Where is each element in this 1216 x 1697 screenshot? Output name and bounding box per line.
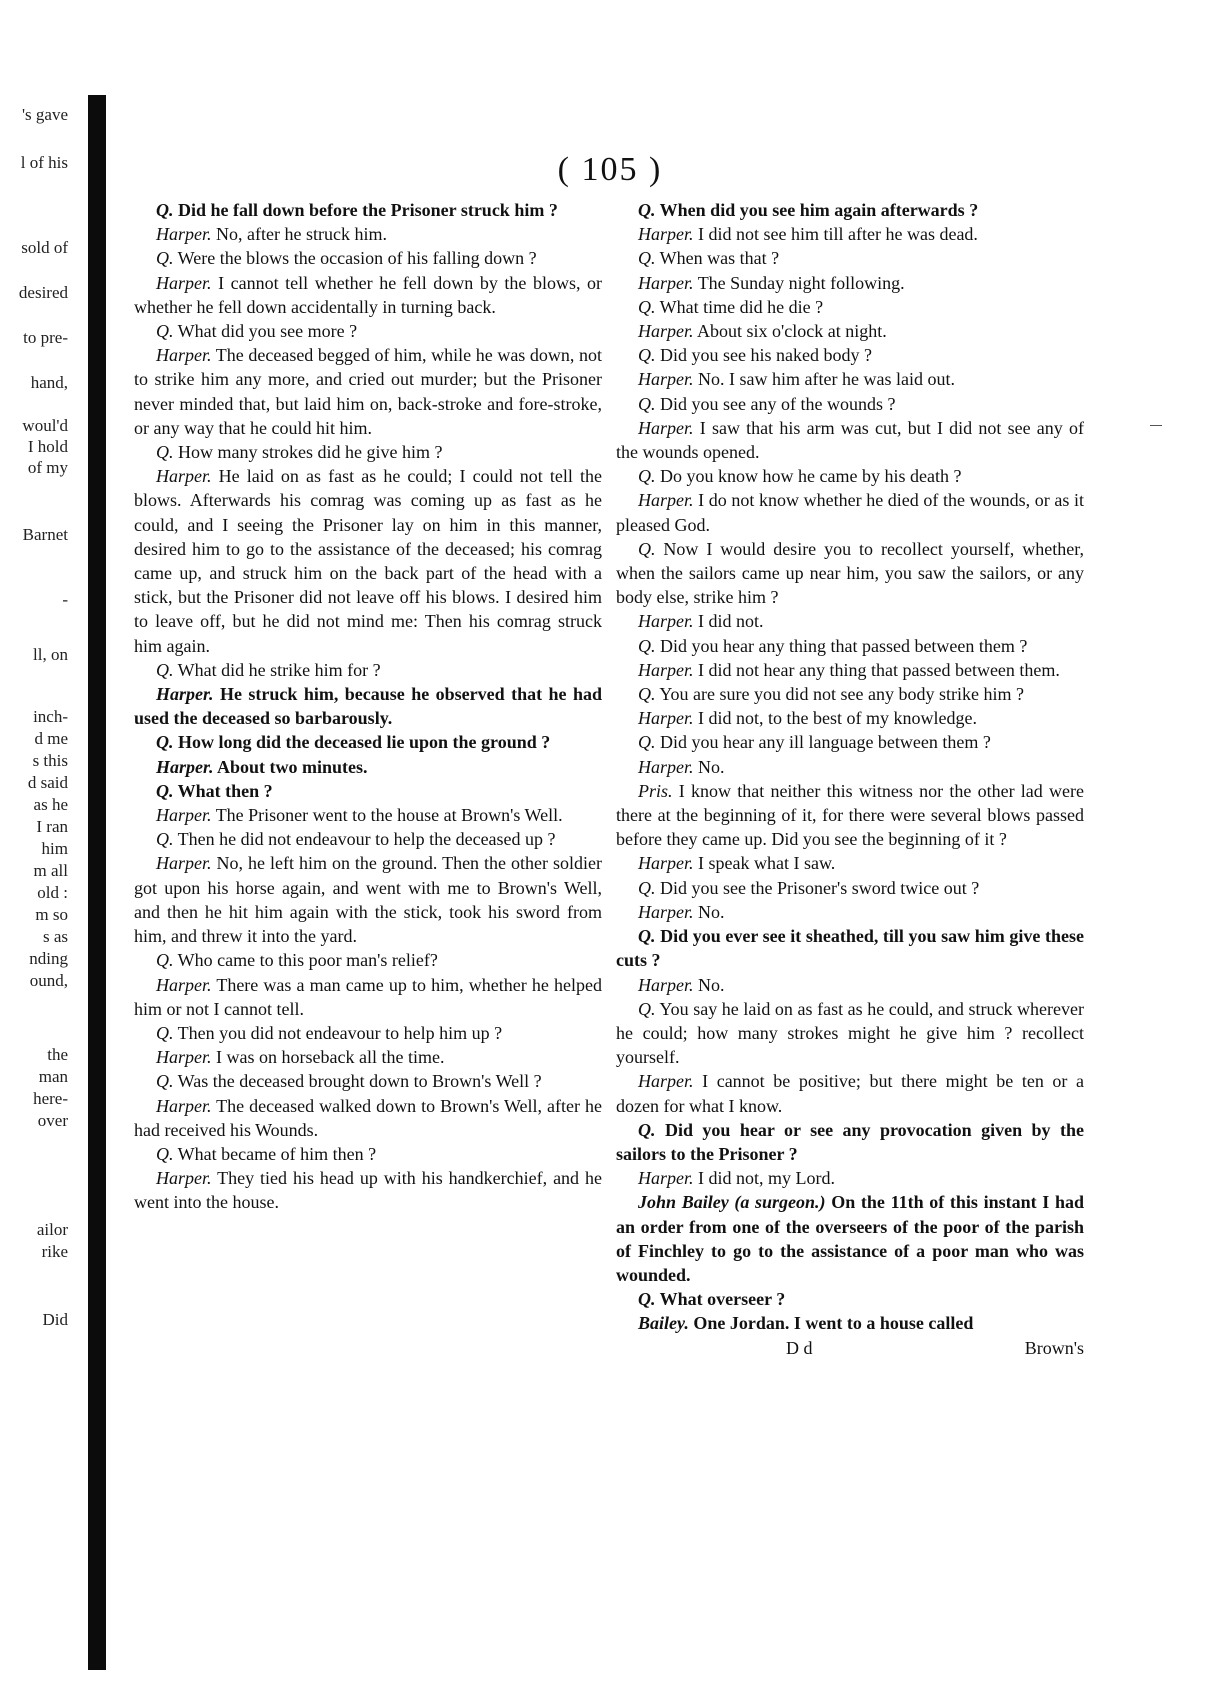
speaker-label: Q. (156, 659, 174, 680)
paragraph-text: No, he left him on the ground. Then the other soldier got upon his horse again, and went with me to Brown's Well, and then he hit him again with the stick, took his sword from him, and threw it into the yard. (134, 853, 602, 947)
dialogue-paragraph (134, 803, 602, 827)
speaker-label: Harper. (638, 272, 694, 293)
paragraph-text: What overseer ? (655, 1289, 786, 1310)
bleed-fragment: the (47, 1045, 68, 1064)
dialogue-paragraph (134, 827, 602, 851)
speaker-label: Q. (638, 926, 656, 947)
paragraph-text: Did you hear or see any provocation given by the sailors to the Prisoner ? (616, 1119, 1084, 1164)
speaker-label: Harper. (156, 224, 212, 245)
dialogue-paragraph (134, 246, 602, 270)
dialogue-paragraph (616, 343, 1084, 367)
speaker-label: Harper. (638, 901, 694, 922)
speaker-label: Q. (638, 998, 656, 1019)
right-column (616, 198, 1084, 1360)
dialogue-paragraph (616, 706, 1084, 730)
dialogue-paragraph (134, 222, 602, 246)
paragraph-text: When did you see him again afterwards ? (655, 200, 979, 220)
speaker-label: Harper. (638, 974, 694, 995)
speaker-label: Harper. (638, 224, 694, 245)
speaker-label: Q. (156, 732, 174, 753)
paragraph-text: Did you see any of the wounds ? (655, 393, 896, 414)
paragraph-text: I saw that his arm was cut, but I did not see any of the wounds opened. (616, 417, 1084, 463)
paragraph-text: I speak what I saw. (693, 853, 836, 874)
dialogue-paragraph (616, 779, 1084, 852)
dialogue-paragraph (616, 658, 1084, 682)
bleed-fragment: him (41, 839, 68, 858)
margin-dash (1150, 425, 1162, 426)
paragraph-text: I do not know whether he died of the wounds, or as it pleased God. (616, 490, 1084, 535)
bleed-fragment: s this (32, 751, 68, 770)
bleed-fragment: sold of (21, 238, 68, 257)
bleed-fragment: rike (41, 1242, 68, 1261)
dialogue-paragraph (134, 343, 602, 440)
paragraph-text: Did you see the Prisoner's sword twice out ? (655, 877, 980, 898)
speaker-label: Pris. (638, 780, 673, 801)
bleed-fragment: d said (27, 773, 68, 792)
bleed-fragment: to pre- (23, 328, 68, 347)
dialogue-paragraph (616, 1311, 1084, 1335)
dialogue-paragraph (616, 973, 1084, 997)
bleed-fragment: - (62, 590, 68, 609)
dialogue-paragraph (616, 924, 1084, 972)
paragraph-text: About two minutes. (213, 756, 368, 777)
paragraph-text: About six o'clock at night. (693, 321, 887, 342)
paragraph-text: No. (693, 901, 725, 922)
dialogue-paragraph (616, 416, 1084, 464)
paragraph-text: What did you see more ? (173, 321, 358, 342)
left-column (134, 198, 602, 1215)
dialogue-paragraph (134, 1142, 602, 1166)
paragraph-text: I know that neither this witness nor the other lad were there at the beginning of it, for there were several blows passed before they came up. Did you see the beginning of it ? (616, 780, 1084, 850)
speaker-label: John Bailey (a surgeon.) (638, 1192, 826, 1213)
speaker-label: Q. (156, 1022, 174, 1043)
speaker-label: Harper. (156, 974, 212, 995)
paragraph-text: How long did the deceased lie upon the ground ? (173, 732, 551, 753)
dialogue-paragraph (134, 658, 602, 682)
dialogue-paragraph (616, 271, 1084, 295)
dialogue-paragraph (134, 851, 602, 948)
paragraph-text: There was a man came up to him, whether he helped him or not I cannot tell. (134, 974, 602, 1019)
dialogue-paragraph (616, 682, 1084, 706)
speaker-label: Q. (638, 296, 656, 317)
speaker-label: Q. (156, 1071, 174, 1092)
speaker-label: Q. (156, 829, 174, 850)
speaker-label: Q. (638, 684, 656, 705)
dialogue-paragraph (134, 1021, 602, 1045)
bleed-fragment: inch- (33, 707, 68, 726)
paragraph-text: Did you hear any thing that passed between them ? (655, 635, 1028, 656)
paragraph-text: I was on horseback all the time. (211, 1047, 445, 1068)
dialogue-paragraph (616, 222, 1084, 246)
paragraph-text: I did not hear any thing that passed between them. (693, 659, 1060, 680)
paragraph-text: Then he did not endeavour to help the deceased up ? (173, 829, 556, 850)
paragraph-text: The Prisoner went to the house at Brown's Well. (211, 805, 563, 826)
signature-mark: D d (786, 1337, 813, 1358)
paragraph-text: Who came to this poor man's relief? (173, 950, 438, 971)
paragraph-text: The Sunday night following. (693, 272, 905, 293)
dialogue-paragraph (134, 948, 602, 972)
paragraph-text: You are sure you did not see any body strike him ? (655, 684, 1024, 705)
paragraph-text: I did not. (693, 611, 764, 632)
paragraph-text: On the 11th of this instant I had an order from one of the overseers of the poor of the parish of Finchley to go to the assistance of a poor man who was wounded. (616, 1192, 1084, 1285)
speaker-label: Harper. (638, 1168, 694, 1189)
dialogue-paragraph (616, 198, 1084, 222)
dialogue-paragraph (134, 755, 602, 779)
dialogue-paragraph (616, 1118, 1084, 1166)
signature-line (616, 1336, 1084, 1360)
catchword: Brown's (1024, 1337, 1084, 1358)
dialogue-paragraph (134, 271, 602, 319)
paragraph-text: How many strokes did he give him ? (173, 442, 443, 463)
speaker-label: Q. (638, 393, 656, 414)
speaker-label: Q. (638, 345, 656, 366)
speaker-label: Harper. (638, 1071, 694, 1092)
speaker-label: Q. (638, 732, 656, 753)
speaker-label: Q. (638, 1119, 656, 1140)
paragraph-text: Was the deceased brought down to Brown's Well ? (173, 1071, 542, 1092)
bleed-fragment: l of his (20, 153, 68, 172)
bleed-fragment: d me (34, 729, 68, 748)
speaker-label: Q. (156, 321, 174, 342)
speaker-label: Harper. (156, 756, 214, 777)
bleed-fragment: desired (18, 283, 68, 302)
bleed-fragment: m all (33, 861, 68, 880)
speaker-label: Harper. (638, 756, 694, 777)
bleed-fragment: nding (29, 949, 68, 968)
speaker-label: Harper. (638, 659, 694, 680)
dialogue-paragraph (616, 755, 1084, 779)
bleed-fragment: I hold (27, 437, 68, 456)
speaker-label: Q. (638, 538, 656, 559)
speaker-label: Harper. (156, 345, 212, 366)
dialogue-paragraph (616, 246, 1084, 270)
speaker-label: Q. (638, 635, 656, 656)
speaker-label: Harper. (156, 272, 212, 293)
dialogue-paragraph (134, 1094, 602, 1142)
speaker-label: Harper. (156, 1095, 212, 1116)
paragraph-text: What time did he die ? (655, 296, 824, 317)
bleed-fragment: ll, on (33, 645, 68, 664)
dialogue-paragraph (616, 537, 1084, 610)
bleed-fragment: hand, (30, 373, 68, 392)
dialogue-paragraph (616, 1166, 1084, 1190)
bleed-fragment: man (38, 1067, 68, 1086)
bleed-fragment: s as (42, 927, 68, 946)
dialogue-paragraph (134, 1166, 602, 1214)
speaker-label: Q. (156, 200, 174, 220)
bleed-fragment: 's gave (21, 105, 68, 124)
bleed-fragment: m so (35, 905, 68, 924)
paragraph-text: Now I would desire you to recollect yourself, whether, when the sailors came up near him, you saw the sailors, or any body else, strike him ? (616, 538, 1084, 608)
paragraph-text: Were the blows the occasion of his falling down ? (173, 248, 537, 269)
dialogue-paragraph (134, 198, 602, 222)
speaker-label: Harper. (638, 853, 694, 874)
paragraph-text: I cannot be positive; but there might be ten or a dozen for what I know. (616, 1071, 1084, 1116)
dialogue-paragraph (616, 900, 1084, 924)
paragraph-text: Did he fall down before the Prisoner struck him ? (173, 200, 558, 220)
speaker-label: Bailey. (638, 1313, 689, 1334)
speaker-label: Harper. (156, 805, 212, 826)
dialogue-paragraph (134, 464, 602, 658)
binding-shadow (88, 95, 106, 1670)
paragraph-text: I did not see him till after he was dead. (693, 224, 978, 245)
speaker-label: Q. (638, 466, 656, 487)
dialogue-paragraph (134, 682, 602, 730)
paragraph-text: Did you hear any ill language between them ? (655, 732, 991, 753)
speaker-label: Q. (638, 248, 656, 269)
bleed-fragment: old : (37, 883, 68, 902)
speaker-label: Harper. (156, 1047, 212, 1068)
bleed-fragment: Barnet (22, 525, 68, 544)
dialogue-paragraph (616, 609, 1084, 633)
dialogue-paragraph (616, 876, 1084, 900)
dialogue-paragraph (616, 464, 1084, 488)
dialogue-paragraph (616, 319, 1084, 343)
paragraph-text: Do you know how he came by his death ? (655, 466, 962, 487)
dialogue-paragraph (616, 488, 1084, 536)
speaker-label: Q. (156, 950, 174, 971)
paragraph-text: He laid on as fast as he could; I could not tell the blows. Afterwards his comrag was coming up as fast as he could, and I seeing the Prisoner lay on him in this manner, desired him to go to the assistance of the deceased; his comrag came up, and struck him on the back part of the head with a stick, but the Prisoner did not leave off his blows. I desired him to leave off, but he did not mind me: Then his comrag struck him again. (134, 466, 602, 656)
speaker-label: Q. (638, 877, 656, 898)
dialogue-paragraph (616, 730, 1084, 754)
bleed-fragment: of my (27, 458, 68, 477)
speaker-label: Harper. (156, 1168, 212, 1189)
speaker-label: Harper. (638, 611, 694, 632)
dialogue-paragraph (134, 730, 602, 754)
speaker-label: Q. (156, 442, 174, 463)
paragraph-text: I did not, to the best of my knowledge. (693, 708, 977, 729)
speaker-label: Q. (156, 1143, 174, 1164)
speaker-label: Harper. (638, 369, 694, 390)
paragraph-text: I cannot tell whether he fell down by the blows, or whether he fell down accidentally in turning back. (134, 272, 602, 317)
paragraph-text: When was that ? (655, 248, 780, 269)
dialogue-paragraph (616, 295, 1084, 319)
paragraph-text: What then ? (173, 780, 273, 801)
dialogue-paragraph (616, 367, 1084, 391)
dialogue-paragraph (134, 319, 602, 343)
speaker-label: Q. (638, 200, 656, 220)
dialogue-paragraph (134, 1045, 602, 1069)
speaker-label: Q. (638, 1289, 656, 1310)
paragraph-text: No, after he struck him. (211, 224, 387, 245)
bleed-fragment: over (37, 1111, 68, 1130)
page-number: ( 105 ) (557, 151, 663, 188)
bleed-fragment: as he (33, 795, 68, 814)
speaker-label: Q. (156, 780, 174, 801)
paragraph-text: Did you see his naked body ? (655, 345, 872, 366)
dialogue-paragraph (134, 973, 602, 1021)
dialogue-paragraph (616, 851, 1084, 875)
speaker-label: Harper. (156, 684, 214, 705)
dialogue-paragraph (616, 392, 1084, 416)
paragraph-text: No. (693, 974, 725, 995)
bleed-fragment: woul'd (22, 416, 68, 435)
paragraph-text: No. (693, 756, 725, 777)
speaker-label: Harper. (156, 853, 212, 874)
dialogue-paragraph (616, 1190, 1084, 1287)
dialogue-paragraph (616, 1287, 1084, 1311)
paragraph-text: The deceased walked down to Brown's Well, after he had received his Wounds. (134, 1095, 602, 1140)
bleed-fragment: ound, (29, 971, 68, 990)
paragraph-text: The deceased begged of him, while he was down, not to strike him any more, and cried out murder; but the Prisoner never minded that, but laid him on, back-stroke and fore-stroke, or any way that he could hit him. (134, 345, 602, 438)
paragraph-text: What became of him then ? (173, 1143, 377, 1164)
paragraph-text: Did you ever see it sheathed, till you saw him give these cuts ? (616, 926, 1084, 971)
dialogue-paragraph (134, 440, 602, 464)
dialogue-paragraph (616, 1069, 1084, 1117)
speaker-label: Harper. (638, 321, 694, 342)
dialogue-paragraph (134, 779, 602, 803)
speaker-label: Harper. (638, 417, 694, 438)
paragraph-text: You say he laid on as fast as he could, and struck wherever he could; how many strokes might he give him ? recollect yourself. (616, 998, 1084, 1068)
bleed-fragment: I ran (36, 817, 68, 836)
paragraph-text: I did not, my Lord. (693, 1168, 836, 1189)
speaker-label: Harper. (638, 708, 694, 729)
speaker-label: Harper. (156, 466, 212, 487)
speaker-label: Q. (156, 248, 174, 269)
bleed-fragment: Did (42, 1310, 68, 1329)
bleed-fragment: here- (33, 1089, 68, 1108)
dialogue-paragraph (616, 997, 1084, 1070)
dialogue-paragraph (616, 634, 1084, 658)
bleed-fragment: ailor (36, 1220, 68, 1239)
paragraph-text: What did he strike him for ? (173, 659, 381, 680)
paragraph-text: He struck him, because he observed that he had used the deceased so barbarously. (134, 684, 602, 729)
speaker-label: Harper. (638, 490, 694, 511)
paragraph-text: One Jordan. I went to a house called (688, 1313, 974, 1334)
paragraph-text: They tied his head up with his handkerchief, and he went into the house. (134, 1168, 602, 1213)
paragraph-text: Then you did not endeavour to help him up ? (173, 1022, 503, 1043)
paragraph-text: No. I saw him after he was laid out. (693, 369, 955, 390)
dialogue-paragraph (134, 1069, 602, 1093)
